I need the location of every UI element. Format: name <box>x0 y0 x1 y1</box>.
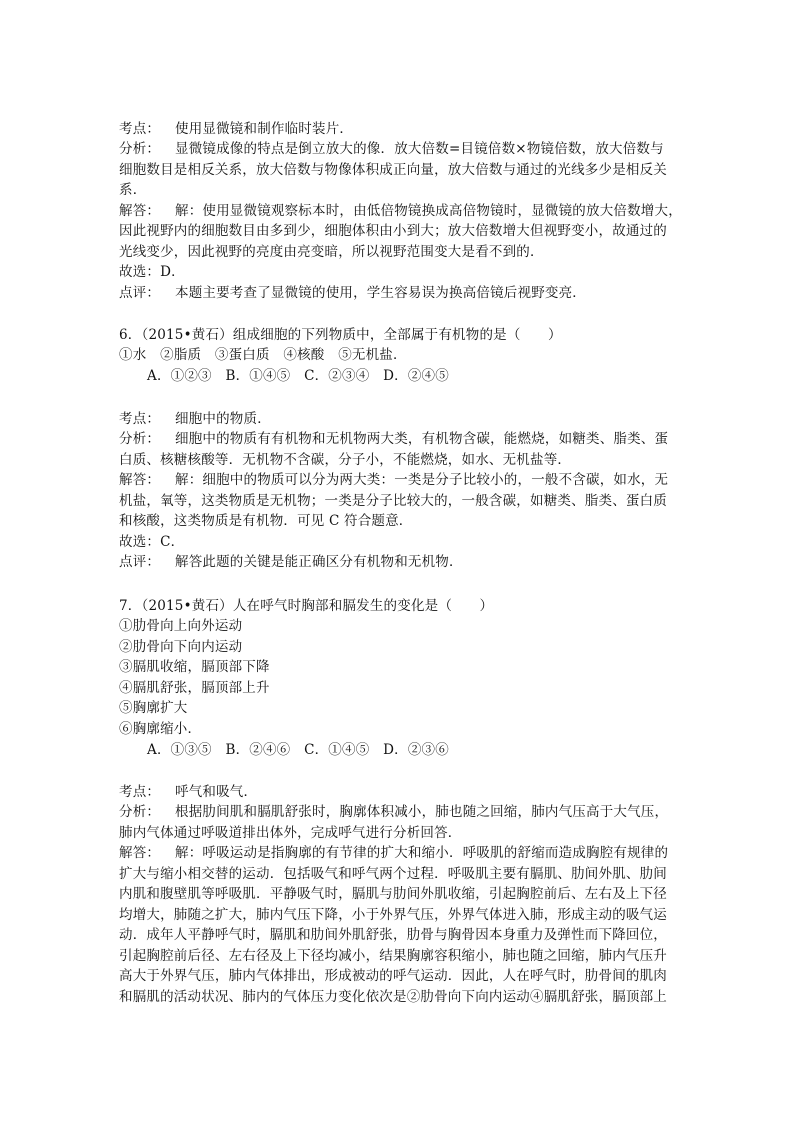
fenxi-label: 分析： <box>119 804 161 820</box>
question-item: ①肋骨向上向外运动 <box>119 618 243 634</box>
question-item: ④膈肌舒张，膈顶部上升 <box>119 680 270 696</box>
jieda-line <box>119 843 679 863</box>
jieda-label: 解答： <box>119 203 161 219</box>
kaodian-line <box>119 782 679 802</box>
dianping-label: 点评： <box>119 285 161 301</box>
fenxi-text: 白质、核糖核酸等．无机物不含碳，分子小，不能燃烧，如水、无机盐等． <box>119 452 572 468</box>
jieda-text: 解：呼吸运动是指胸廓的有节律的扩大和缩小．呼吸肌的舒缩而造成胸腔有规律的 <box>175 845 669 861</box>
fenxi-line <box>119 139 679 159</box>
fenxi-text: 细胞数目是相反关系，放大倍数与物像体积成正向量，放大倍数与通过的光线多少是相反关 <box>119 162 667 178</box>
jieda-text: 因此视野内的细胞数目由多到少，细胞体积由小到大；放大倍数增大但视野变小，故通过的 <box>119 223 667 239</box>
answer-line: 故选：C． <box>119 534 185 550</box>
jieda-text: 动．成年人平静呼气时，膈肌和肋间外肌舒张，肋骨与胸骨因本身重力及弹性而下降回位， <box>119 927 667 943</box>
fenxi-text: 肺内气体通过呼吸道排出体外，完成呼气进行分析回答． <box>119 825 462 841</box>
jieda-text: 引起胸腔前后径、左右径及上下径均减小，结果胸廓容积缩小，肺也随之回缩，肺内气压升 <box>119 948 667 964</box>
fenxi-text: 根据肋间肌和膈肌舒张时，胸廓体积减小，肺也随之回缩，肺内气压高于大气压， <box>175 804 669 820</box>
question-item: ③膈肌收缩，膈顶部下降 <box>119 659 270 675</box>
answer-line: 故选：D． <box>119 264 185 280</box>
jieda-text: 扩大与缩小相交替的运动．包括吸气和呼气两个过程．呼吸肌主要有膈肌、肋间外肌、肋间 <box>119 866 667 882</box>
kaodian-text: 使用显微镜和制作临时装片． <box>175 121 354 137</box>
jieda-text: 解：细胞中的物质可以分为两大类：一类是分子比较小的，一般不含碳，如水，无 <box>175 472 669 488</box>
fenxi-text: 细胞中的物质有有机物和无机物两大类，有机物含碳，能燃烧，如糖类、脂类、蛋 <box>175 431 669 447</box>
question-item: ⑤胸廓扩大 <box>119 700 188 716</box>
dianping-label: 点评： <box>119 554 161 570</box>
jieda-text: 光线变少，因此视野的亮度由亮变暗，所以视野范围变大是看不到的． <box>119 244 544 260</box>
question-item: ⑥胸廓缩小． <box>119 721 202 737</box>
jieda-text: 均增大，肺随之扩大，肺内气压下降，小于外界气压，外界气体进入肺，形成主动的吸气运 <box>119 907 667 923</box>
dianping-line <box>119 552 679 572</box>
kaodian-label: 考点： <box>119 121 161 137</box>
dianping-text: 解答此题的关键是能正确区分有机物和无机物． <box>175 554 463 570</box>
question-options: A．①②③ B．①④⑤ C．②③④ D．②④⑤ <box>147 368 449 384</box>
dianping-text: 本题主要考查了显微镜的使用，学生容易误为换高倍镜后视野变亮． <box>175 285 586 301</box>
kaodian-line <box>119 119 679 139</box>
kaodian-line <box>119 409 679 429</box>
jieda-text: 和膈肌的活动状况、肺内的气体压力变化依次是②肋骨向下向内运动④膈肌舒张，膈顶部上 <box>119 989 667 1005</box>
question-stem: 7．（2015•黄石）人在呼气时胸部和膈发生的变化是（ ） <box>119 598 494 614</box>
fenxi-line <box>119 429 679 449</box>
jieda-line <box>119 201 682 221</box>
jieda-label: 解答： <box>119 472 161 488</box>
question-options: A．①③⑤ B．②④⑥ C．①④⑤ D．②③⑥ <box>147 742 449 758</box>
question-stem: 6．（2015•黄石）组成细胞的下列物质中，全部属于有机物的是（ ） <box>119 327 562 343</box>
fenxi-text: 系． <box>119 182 147 198</box>
fenxi-text: 显微镜成像的特点是倒立放大的像．放大倍数=目镜倍数×物镜倍数，放大倍数与 <box>175 141 664 157</box>
jieda-text: 机盐，氧等，这类物质是无机物；一类是分子比较大的，一般含碳，如糖类、脂类、蛋白质 <box>119 493 667 509</box>
kaodian-label: 考点： <box>119 784 161 800</box>
jieda-text: 和核酸，这类物质是有机物．可见 C 符合题意． <box>119 513 413 529</box>
kaodian-label: 考点： <box>119 411 161 427</box>
fenxi-line <box>119 802 679 822</box>
fenxi-label: 分析： <box>119 431 161 447</box>
jieda-label: 解答： <box>119 845 161 861</box>
jieda-text: 解：使用显微镜观察标本时，由低倍物镜换成高倍物镜时，显微镜的放大倍数增大， <box>175 203 682 219</box>
jieda-line <box>119 470 679 490</box>
jieda-text: 高大于外界气压，肺内气体排出，形成被动的呼气运动．因此，人在呼气时，肋骨间的肌肉 <box>119 968 667 984</box>
kaodian-text: 细胞中的物质． <box>175 411 271 427</box>
question-item: ②肋骨向下向内运动 <box>119 639 243 655</box>
fenxi-label: 分析： <box>119 141 161 157</box>
jieda-text: 内肌和腹壁肌等呼吸肌．平静吸气时，膈肌与肋间外肌收缩，引起胸腔前后、左右及上下径 <box>119 886 667 902</box>
kaodian-text: 呼气和吸气． <box>175 784 258 800</box>
question-items: ①水 ②脂质 ③蛋白质 ④核酸 ⑤无机盐． <box>119 347 407 363</box>
dianping-line <box>119 283 679 303</box>
